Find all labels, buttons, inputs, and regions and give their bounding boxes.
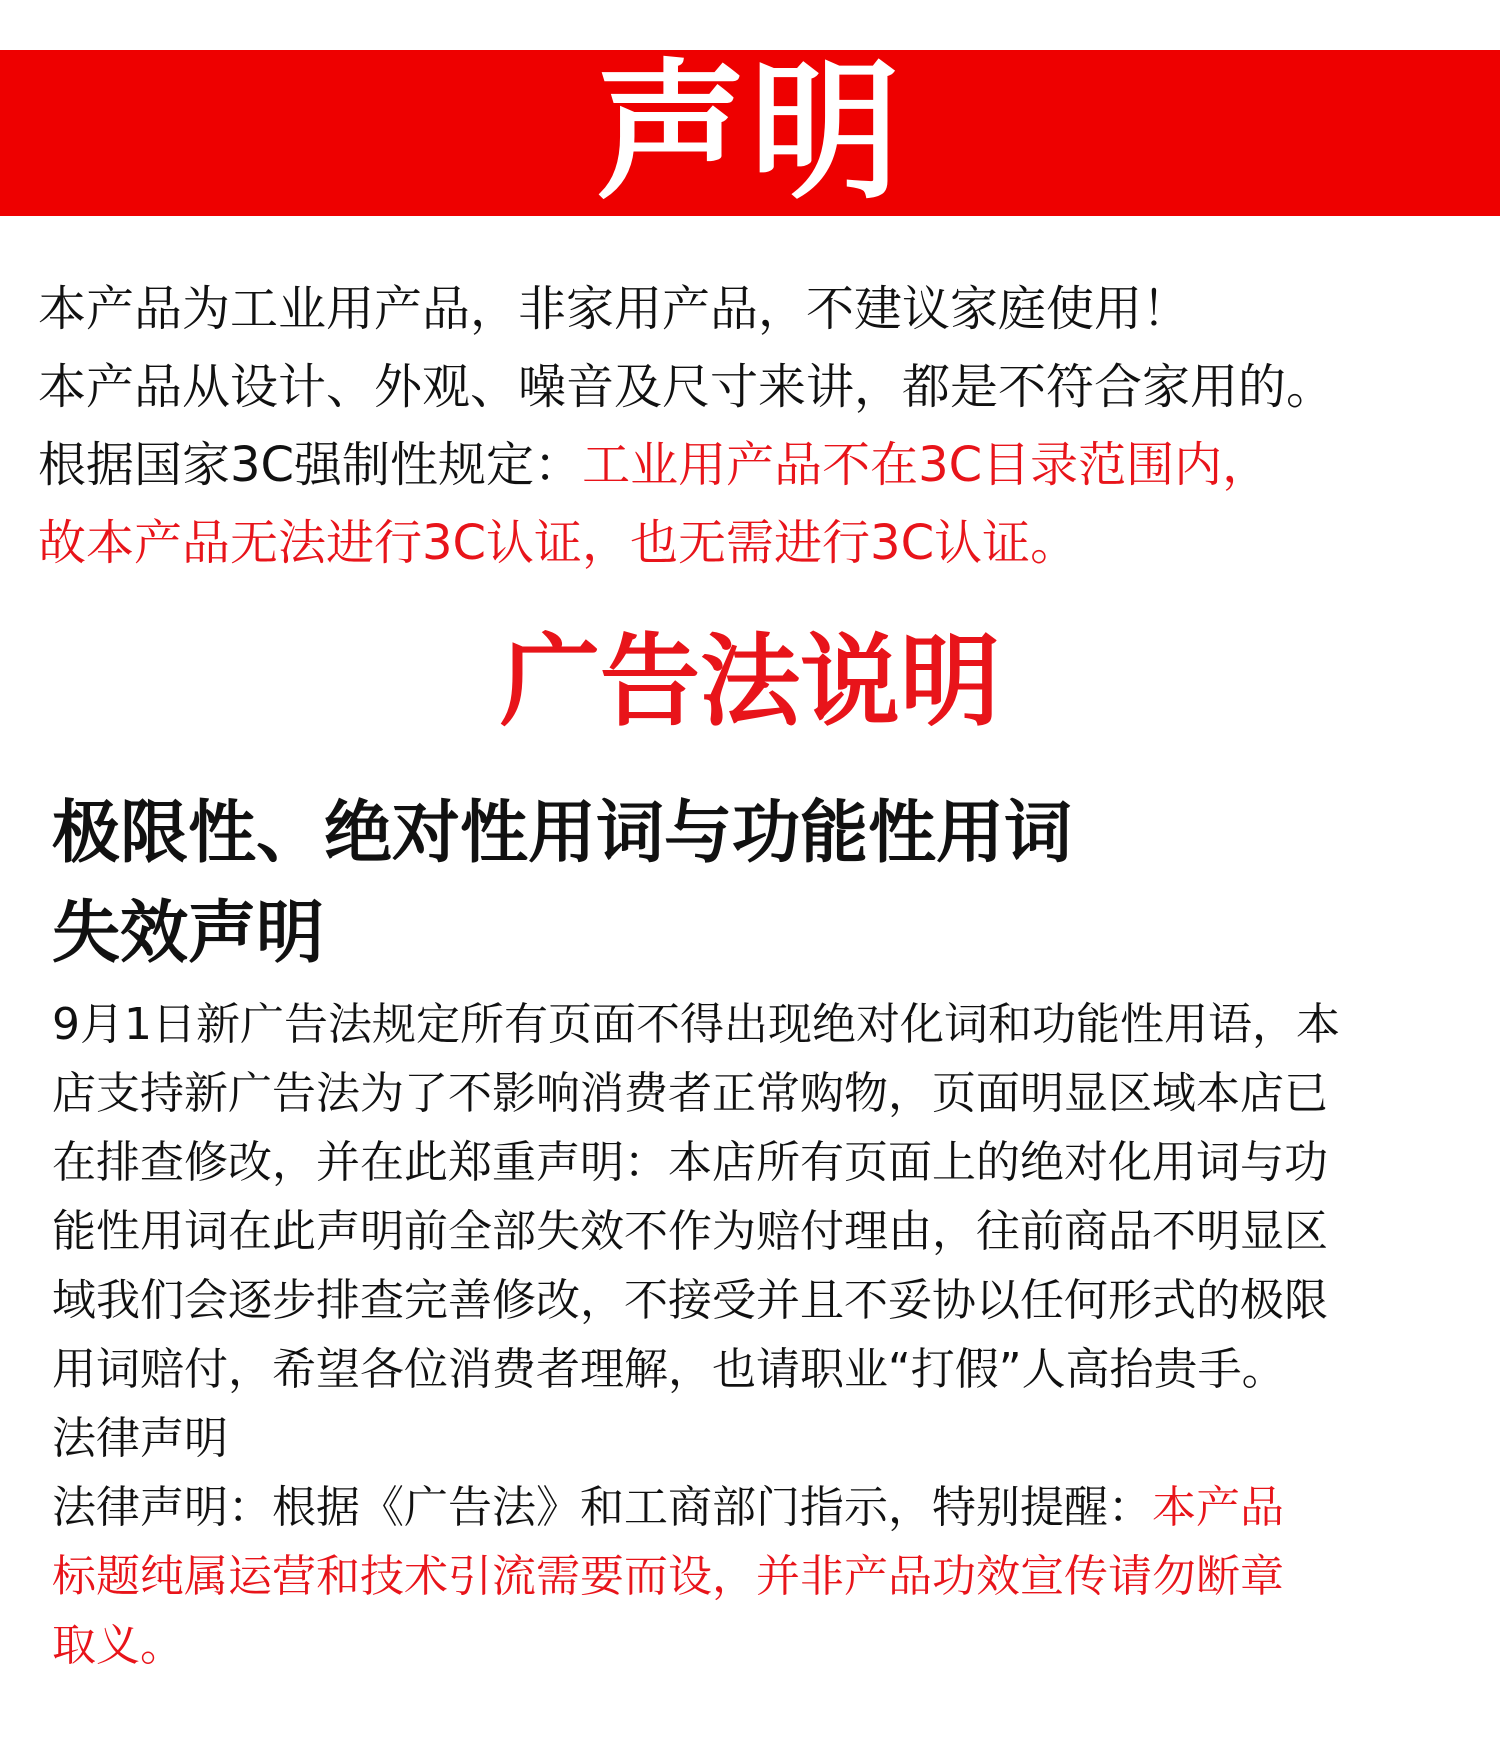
legal-line-3: 取义。 (52, 1620, 184, 1671)
notice-line-3 (38, 426, 1478, 504)
disclaimer-heading-line-2: 失效声明 (52, 894, 325, 973)
legal-prefix: 法律声明：根据《广告法》和工商部门指示，特别提醒： (52, 1482, 1152, 1533)
legal-line-1 (52, 1473, 1472, 1542)
ad-law-title: 广告法说明 (500, 623, 1000, 740)
header-banner (0, 46, 1500, 220)
body-line-5: 域我们会逐步排查完善修改，不接受并且不妥协以任何形式的极限 (52, 1275, 1328, 1326)
legal-highlight-1: 本产品 (1152, 1482, 1284, 1533)
disclaimer-heading (52, 784, 1472, 984)
body-line-3: 在排查修改，并在此郑重声明：本店所有页面上的绝对化用词与功 (52, 1137, 1328, 1188)
disclaimer-heading-line-1: 极限性、绝对性用词与功能性用词 (52, 794, 1073, 873)
legal-label: 法律声明 (52, 1413, 228, 1464)
notice-line-3-highlight: 工业用产品不在3C目录范围内， (582, 437, 1271, 493)
notice-line-3-prefix: 根据国家3C强制性规定： (38, 437, 583, 493)
product-notice (38, 270, 1478, 582)
disclaimer-body (52, 990, 1472, 1680)
body-line-1: 9月1日新广告法规定所有页面不得出现绝对化词和功能性用语，本 (52, 999, 1340, 1050)
body-line-6: 用词赔付，希望各位消费者理解，也请职业“打假”人高抬贵手。 (52, 1344, 1286, 1395)
notice-line-1: 本产品为工业用产品，非家用产品，不建议家庭使用！ (38, 281, 1191, 337)
legal-line-2: 标题纯属运营和技术引流需要而设，并非产品功效宣传请勿断章 (52, 1551, 1284, 1602)
body-line-4: 能性用词在此声明前全部失效不作为赔付理由，往前商品不明显区 (52, 1206, 1328, 1257)
notice-line-4: 故本产品无法进行3C认证，也无需进行3C认证。 (38, 515, 1079, 571)
banner-title: 声明 (595, 46, 904, 220)
body-line-2: 店支持新广告法为了不影响消费者正常购物，页面明显区域本店已 (52, 1068, 1328, 1119)
notice-line-2: 本产品从设计、外观、噪音及尺寸来讲，都是不符合家用的。 (38, 359, 1335, 415)
